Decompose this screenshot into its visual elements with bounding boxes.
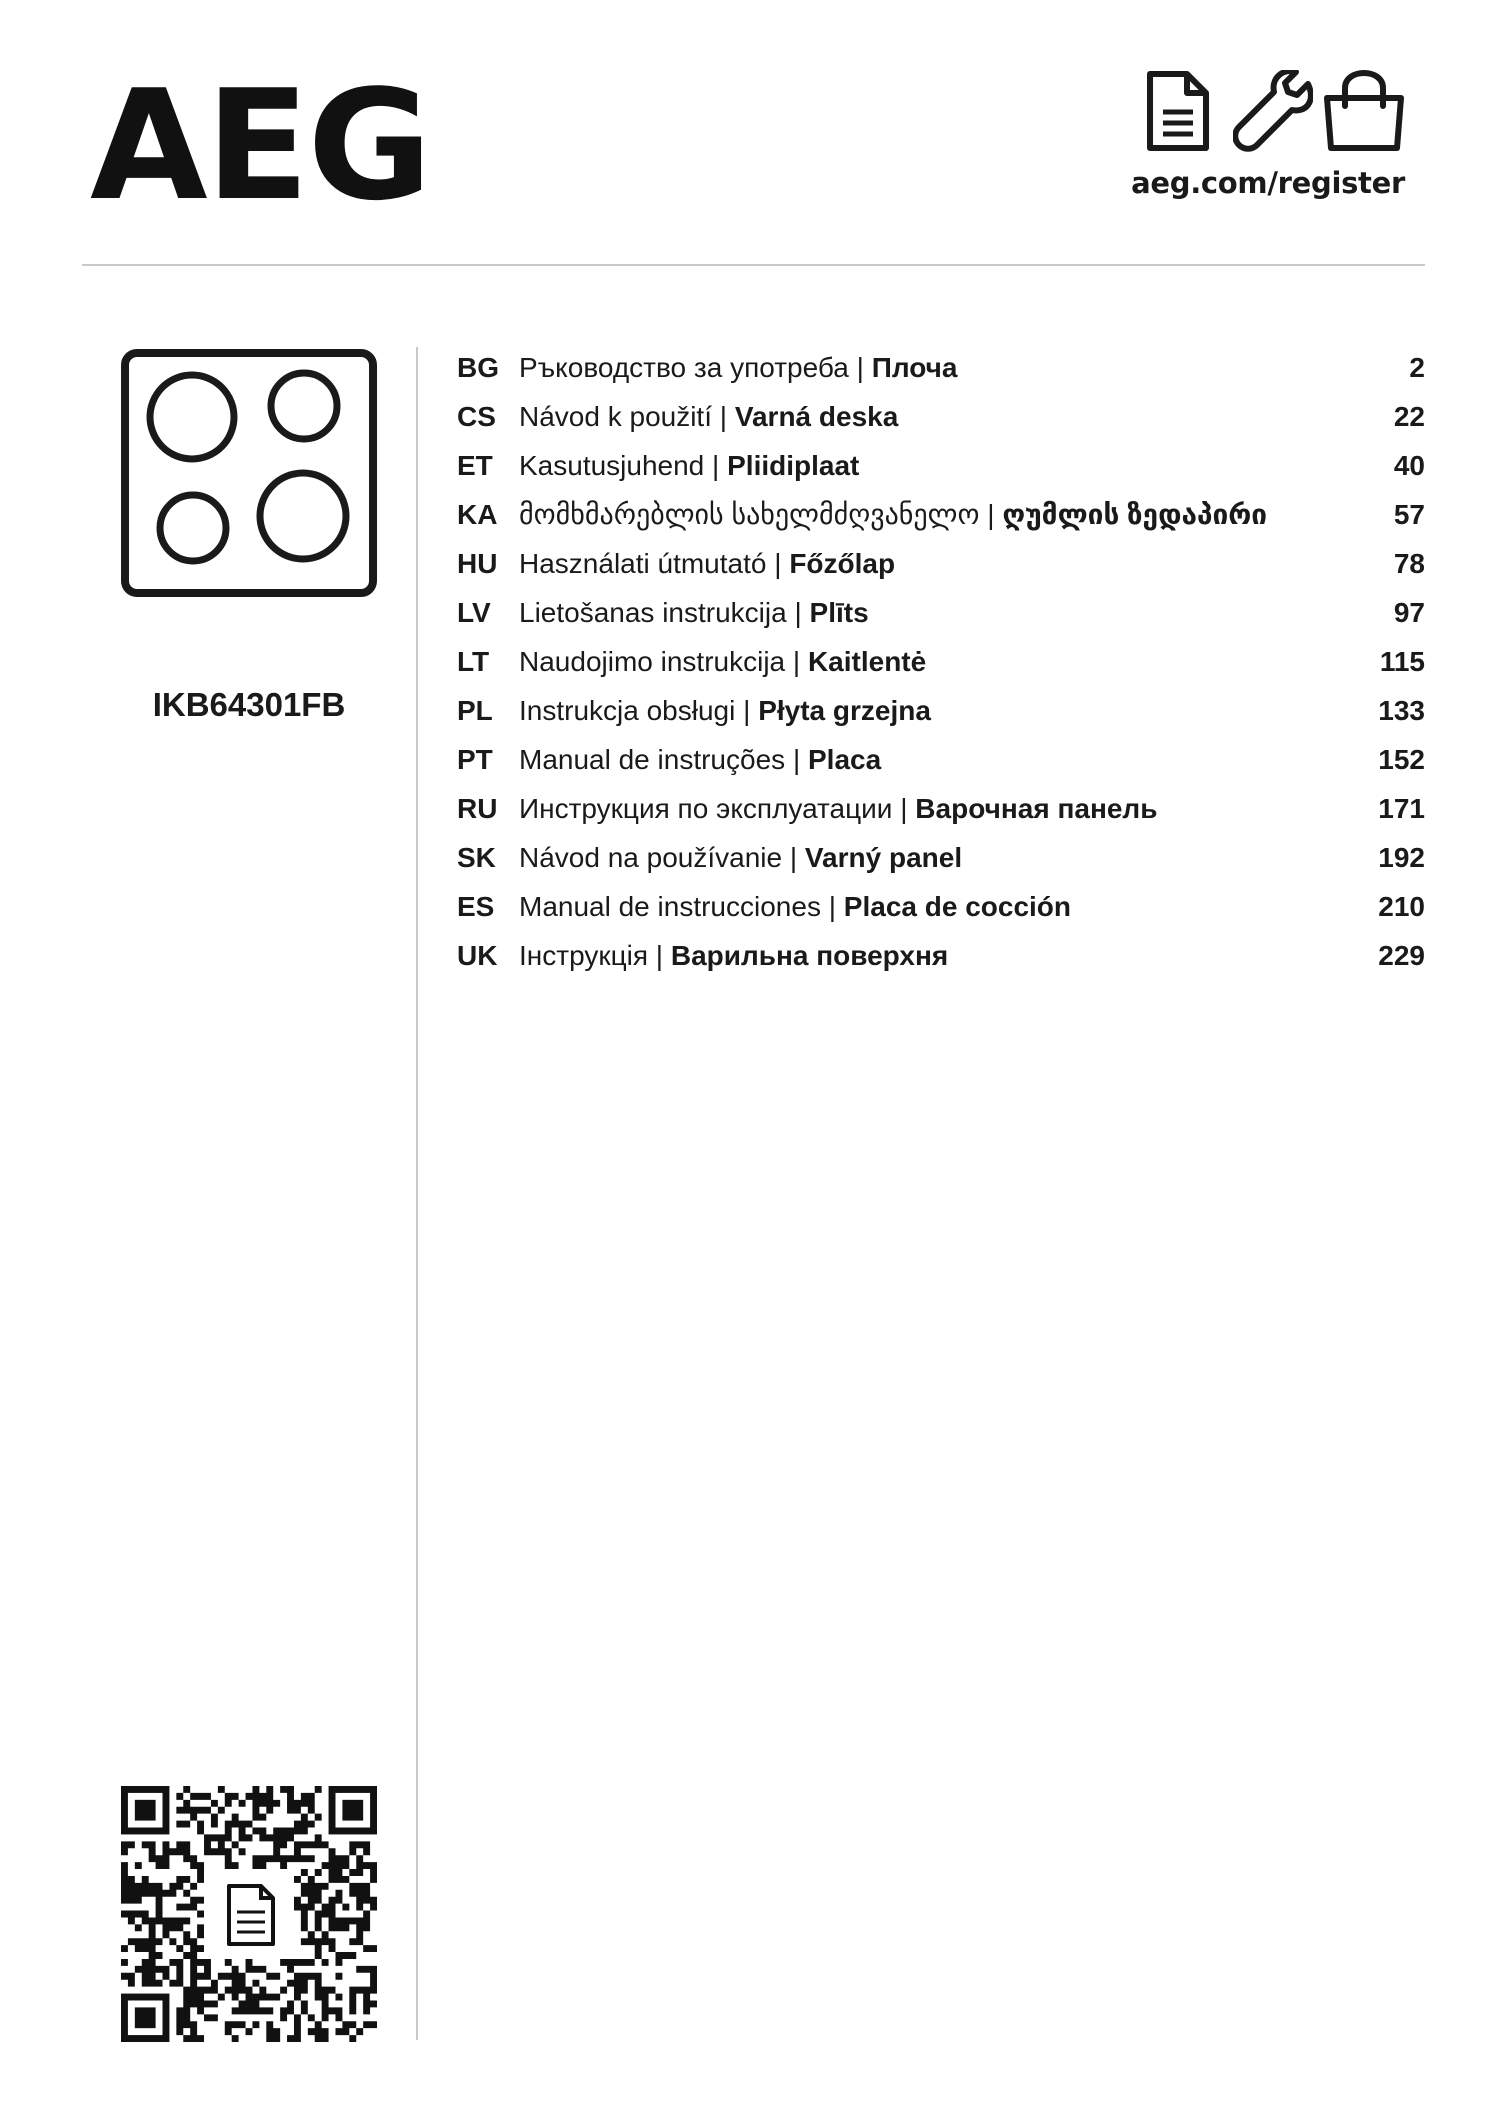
language-code: PL (457, 695, 493, 726)
toc-title (519, 743, 881, 777)
qr-code-graphic (121, 1786, 377, 2042)
manual-name: მომხმარებლის სახელმძღვანელო (519, 499, 980, 530)
qr-finder-top-left (124, 1789, 166, 1831)
manual-name: Használati útmutató (519, 548, 767, 579)
shopping-bag-icon (1323, 70, 1405, 152)
language-toc (457, 351, 1425, 988)
toc-row-bg[interactable] (457, 351, 1425, 400)
cooktop-icon (120, 348, 378, 598)
page-number: 229 (1378, 940, 1425, 971)
title-separator: | (712, 450, 720, 481)
toc-title (519, 890, 1071, 924)
title-separator: | (987, 499, 995, 530)
product-type: Варочная панель (915, 793, 1158, 824)
product-type: Plīts (809, 597, 869, 628)
manual-name: Návod k použití (519, 401, 712, 432)
language-code: RU (457, 793, 498, 824)
product-type: Főzőlap (789, 548, 896, 579)
page-number: 133 (1378, 695, 1425, 726)
page-number: 40 (1393, 450, 1425, 481)
product-type: Kaitlentė (807, 646, 927, 677)
product-type: Varný panel (804, 842, 963, 873)
toc-title (519, 645, 926, 679)
manual-name: Ръководство за употреба (519, 352, 849, 383)
toc-row-ka[interactable] (457, 498, 1425, 547)
header-icon-group (1145, 70, 1405, 160)
title-separator: | (856, 352, 864, 383)
product-type: Varná deska (734, 401, 899, 432)
product-type: Płyta grzejna (758, 695, 931, 726)
qr-finder-bottom-left (124, 1997, 166, 2039)
language-code: CS (457, 401, 496, 432)
page-number: 2 (1409, 352, 1425, 383)
product-type: Варильна поверхня (670, 940, 949, 971)
header-divider (82, 264, 1425, 266)
aeg-logo: AEG (90, 57, 431, 234)
product-type: Pliidiplaat (727, 450, 860, 481)
page-number: 22 (1393, 401, 1425, 432)
manual-name: Kasutusjuhend (519, 450, 705, 481)
toc-title (519, 498, 1267, 532)
language-code: HU (457, 548, 498, 579)
language-code: ET (457, 450, 493, 481)
toc-row-hu[interactable] (457, 547, 1425, 596)
model-number: IKB64301FB (152, 686, 346, 723)
toc-title (519, 449, 859, 483)
manual-name: Manual de instrucciones (519, 891, 821, 922)
page-number: 97 (1393, 597, 1425, 628)
page-number: 57 (1393, 499, 1425, 530)
title-separator: | (719, 401, 728, 432)
qr-document-icon (204, 1869, 294, 1959)
title-separator: | (794, 597, 802, 628)
toc-row-lt[interactable] (457, 645, 1425, 694)
wrench-icon (1233, 70, 1313, 152)
qr-finder-top-right (332, 1789, 374, 1831)
title-separator: | (774, 548, 782, 579)
qr-code[interactable] (121, 1786, 377, 2047)
product-type: Placa (808, 744, 882, 775)
page-number: 152 (1378, 744, 1425, 775)
language-code: PT (457, 744, 493, 775)
toc-title (519, 400, 898, 434)
toc-title (519, 351, 957, 385)
toc-title (519, 547, 895, 581)
title-separator: | (655, 940, 664, 971)
title-separator: | (743, 695, 751, 726)
toc-row-ru[interactable] (457, 792, 1425, 841)
language-code: KA (457, 499, 498, 530)
product-type: Placa de cocción (843, 891, 1072, 922)
manual-name: Інструкція (519, 940, 648, 971)
page-number: 192 (1378, 842, 1425, 873)
register-url[interactable]: aeg.com/register (1131, 166, 1405, 200)
manual-name: Manual de instruções (519, 744, 786, 775)
manual-name: Инструкция по эксплуатации (519, 793, 893, 824)
toc-title (519, 694, 931, 728)
page-number: 115 (1379, 646, 1425, 677)
title-separator: | (900, 793, 908, 824)
title-separator: | (792, 646, 801, 677)
manual-name: Lietošanas instrukcija (519, 597, 787, 628)
toc-title (519, 939, 948, 973)
page-number: 171 (1378, 793, 1425, 824)
language-code: LV (457, 597, 491, 628)
page-number: 78 (1393, 548, 1425, 579)
language-code: LT (457, 646, 490, 677)
toc-row-lv[interactable] (457, 596, 1425, 645)
toc-row-sk[interactable] (457, 841, 1425, 890)
manual-name: Návod na používanie (519, 842, 783, 873)
title-separator: | (792, 744, 801, 775)
title-separator: | (789, 842, 798, 873)
toc-row-uk[interactable] (457, 939, 1425, 988)
column-divider (416, 347, 418, 2040)
product-type: Плоча (871, 352, 958, 383)
product-type: ღუმლის ზედაპირი (1002, 499, 1268, 530)
title-separator: | (828, 891, 837, 922)
manual-name: Instrukcja obsługi (519, 695, 736, 726)
language-code: UK (457, 940, 498, 971)
document-icon (1145, 70, 1211, 152)
toc-row-es[interactable] (457, 890, 1425, 939)
language-code: BG (457, 352, 499, 383)
manual-name: Naudojimo instrukcija (519, 646, 786, 677)
toc-title (519, 596, 869, 630)
language-code: ES (457, 891, 495, 922)
toc-title (519, 841, 962, 875)
toc-row-pl[interactable] (457, 694, 1425, 743)
language-code: SK (457, 842, 496, 873)
toc-row-pt[interactable] (457, 743, 1425, 792)
toc-row-et[interactable] (457, 449, 1425, 498)
toc-title (519, 792, 1157, 826)
toc-row-cs[interactable] (457, 400, 1425, 449)
page-number: 210 (1378, 891, 1425, 922)
